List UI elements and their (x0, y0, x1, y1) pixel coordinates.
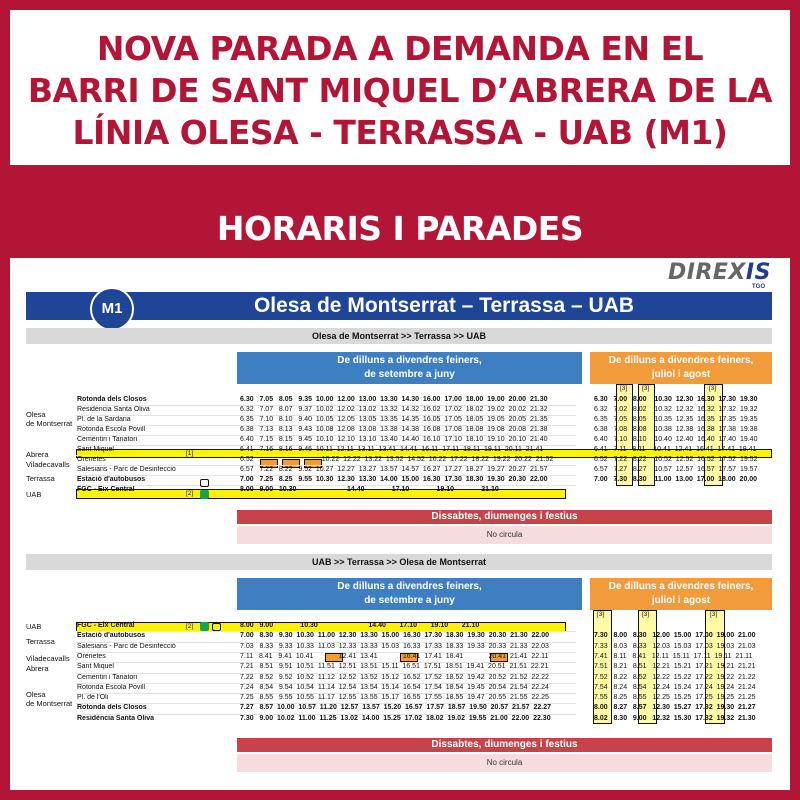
inbound-zone-olesa (26, 690, 72, 708)
page-subtitle: HORARIS I PARADES (216, 209, 584, 248)
row-separator (76, 662, 576, 663)
summer-times: 8.02 8.30 9.00 12.32 15.30 17.32 19.32 21.30 (594, 714, 756, 722)
stop-name: Estació d'autobusos (77, 476, 146, 483)
inbound-summer-header-1: De dilluns a divendres feiners, (608, 581, 754, 592)
row-separator (76, 703, 576, 704)
inbound-note-2: [2] (186, 623, 194, 630)
weekday-times: 7.00 8.30 9.30 10.30 11.00 12.30 13.30 15.00 16.30 17.30 18.30 19.30 20.30 21.30 22.00 (240, 632, 550, 640)
stop-name: Estació d'autobusos (77, 632, 146, 640)
row-separator (76, 465, 576, 466)
weekday-times: 7.24 8.54 9.54 10.54 11.14 12.54 13.54 15.14 16.54 17.54 18.54 19.45 20.54 21.54 22.24 (240, 683, 549, 691)
inbound-zone-olesa-1: Olesa (26, 690, 46, 699)
inbound-note-3c: [3] (710, 611, 718, 618)
row-separator (76, 642, 576, 643)
summer-times: 6.32 7.02 8.02 10.32 12.32 16.32 17.32 19.32 (594, 406, 758, 413)
weekday-times: 6.41 7.16 8.16 9.46 10.11 12.11 13.11 13.41 14.41 16.11 17.11 18.11 19.11 20.11 21.41 (240, 446, 544, 453)
row-separator (76, 673, 576, 674)
stop-name: Pl. de la Sardana (77, 416, 131, 423)
row-separator (76, 405, 576, 406)
line-bar (26, 292, 772, 320)
title-line-2: BARRI DE SANT MIQUEL D’ABRERA DE LA (27, 71, 773, 110)
outbound-weekend-text: No circula (237, 526, 772, 544)
weekday-times: 7.30 9.00 10.02 11.00 11.25 13.02 14.00 15.25 17.02 18.02 19.02 19.55 21.00 22.00 22.30 (240, 714, 551, 722)
row-separator (76, 631, 576, 632)
inbound-weekday-header (237, 578, 582, 610)
summer-times: 7.00 7.30 8.30 11.00 13.00 17.00 18.00 20.00 (594, 476, 758, 483)
stop-name: Rotonda dels Closos (77, 396, 147, 403)
weekday-times: 8.00 9.00 10.30 14.40 17.10 19.10 21.10 (240, 622, 480, 629)
stop-name: Rotonda Escola Povill (77, 426, 146, 433)
outbound-note-3c: [3] (709, 385, 717, 392)
inbound-note-3a: [3] (597, 611, 605, 618)
outbound-weekday-header-2: de setembre a juny (364, 369, 455, 380)
inbound-note-3b: [3] (642, 611, 650, 618)
summer-times: 6.41 7.11 8.11 10.41 12.41 16.41 17.41 19.41 (594, 446, 757, 453)
row-separator (76, 485, 576, 486)
title-line-1: NOVA PARADA A DEMANDA EN EL (96, 29, 704, 68)
zone-olesa-2: de Montserrat (26, 419, 73, 428)
inbound-summer-header-2: juliol i agost (651, 595, 711, 606)
stop-name: Residència Santa Oliva (77, 714, 155, 722)
stop-name: Sant Miquel (77, 446, 114, 453)
stop-name: FGC - Eix Central (77, 486, 135, 493)
weekday-times: 7.21 8.51 9.51 10.51 11.51 12.51 13.51 15.11 16.51 17.51 18.51 19.41 20.51 21.51 22.21 (240, 663, 549, 671)
stop-name: Residència Santa Oliva (77, 406, 150, 413)
weekday-times: 6.40 7.15 8.15 9.45 10.10 12.10 13.10 13.40 14.40 16.10 17.10 18.10 19.10 20.10 21.40 (240, 436, 548, 443)
row-separator (76, 693, 576, 694)
row-separator (76, 714, 576, 715)
stop-name: Orenetes (77, 456, 106, 463)
summer-times: 8.00 8.27 8.57 12.30 15.27 17.32 19.30 21.27 (594, 704, 756, 712)
inbound-zone-olesa-2: de Montserrat (26, 699, 73, 708)
outbound-summer-header-2: juliol i agost (651, 369, 711, 380)
stop-name: Pl. de l'Oli (77, 694, 109, 702)
header-box (10, 10, 790, 165)
stop-name: Sant Miquel (77, 663, 114, 671)
outbound-note-3b: [3] (642, 385, 650, 392)
outbound-weekend-header: Dissabtes, diumenges i festius (237, 510, 772, 524)
inbound-zone-viladecavalls: Viladecavalls (26, 654, 70, 663)
stop-name: Rotonda dels Closos (77, 704, 147, 712)
summer-times: 6.38 7.08 8.08 10.38 12.38 16.38 17.38 19.38 (594, 426, 758, 433)
weekday-times: 7.11 8.41 9.41 10.41 12.41 13.41 16.41 17.41 18.41 20.41 21.41 22.11 (240, 652, 549, 660)
weekday-times: 7.22 8.52 9.52 10.52 11.12 12.52 13.52 15.12 16.52 17.52 18.52 19.42 20.52 21.52 22.22 (240, 673, 549, 681)
summer-times: 7.30 8.00 8.30 12.00 15.00 17.00 19.00 21.00 (594, 632, 756, 640)
outbound-summer-header (590, 352, 772, 384)
weekday-times: 6.35 7.10 8.10 9.40 10.05 12.05 13.05 13.35 14.35 16.05 17.05 18.05 19.05 20.05 21.35 (240, 416, 548, 423)
logo-text-b: IS (745, 260, 771, 285)
weekday-times: 7.27 8.57 10.00 10.57 11.20 12.57 13.57 15.20 16.57 17.57 18.57 19.50 20.57 21.57 22.27 (240, 704, 551, 712)
summer-times: 7.51 8.21 8.51 12.21 15.21 17.21 19.21 21.21 (594, 663, 756, 671)
summer-times: 7.54 8.24 8.54 12.24 15.24 17.24 19.24 21.24 (594, 683, 756, 691)
summer-times: 7.33 8.03 8.33 12.03 15.03 17.03 19.03 21.03 (594, 642, 756, 650)
inbound-direction: UAB >> Terrassa >> Olesa de Montserrat (26, 554, 772, 570)
line-name: Olesa de Montserrat – Terrassa – UAB (253, 294, 635, 317)
weekday-times: 6.32 7.07 8.07 9.37 10.02 12.02 13.02 13.32 14.32 16.02 17.02 18.02 19.02 20.02 21.32 (240, 406, 548, 413)
bus-station-icon (200, 479, 209, 487)
stop-name: Salesians - Parc de Desinfecció (77, 642, 176, 650)
inbound-bus-station-icon (212, 623, 221, 631)
outbound-weekday-header (237, 352, 582, 384)
inbound-zone-uab: UAB (26, 622, 42, 631)
summer-times: 6.57 7.27 8.27 10.57 12.57 16.57 17.57 19.57 (594, 466, 758, 473)
zone-uab: UAB (26, 490, 42, 499)
stop-name: Salesians - Parc de Desinfecció (77, 466, 176, 473)
weekday-times: 6.57 7.22 8.22 9.52 10.27 12.27 13.27 13.57 14.57 16.27 17.27 18.27 19.27 20.27 21.57 (240, 466, 548, 473)
inbound-weekday-header-1: De dilluns a divendres feiners, (337, 581, 482, 592)
summer-times: 7.41 8.11 8.41 12.11 15.11 17.11 19.11 21.11 (594, 652, 753, 660)
row-separator (76, 415, 576, 416)
row-separator (76, 435, 576, 436)
summer-times: 6.35 7.05 8.05 10.35 12.35 16.35 17.35 19.35 (594, 416, 758, 423)
title-line-3: LÍNIA OLESA - TERRASSA - UAB (M1) (72, 113, 728, 152)
outbound-direction: Olesa de Montserrat >> Terrassa >> UAB (26, 328, 772, 344)
stop-name: FGC - Eix Central (77, 622, 135, 629)
summer-times: 7.55 8.25 8.55 12.25 15.25 17.25 19.25 21.25 (594, 694, 756, 702)
outbound-note-1: [1] (186, 450, 194, 457)
inbound-zone-abrera: Abrera (26, 664, 49, 673)
zone-olesa (26, 410, 72, 428)
inbound-zone-terrassa: Terrassa (26, 637, 55, 646)
zone-abrera: Abrera (26, 450, 49, 459)
weekday-times: 8.00 9.00 10.30 14.40 17.10 19.10 21.10 (240, 486, 499, 493)
direxis-logo (668, 260, 771, 285)
page-title (10, 28, 790, 154)
weekday-times: 6.38 7.13 8.13 9.43 10.08 12.08 13.08 13.38 14.38 16.08 17.08 18.08 19.08 20.08 21.38 (240, 426, 548, 433)
weekday-times: 6.52 10.22 12.22 13.22 13.52 14.52 16.22 17.22 18.22 19.22 20.22 21.52 (240, 456, 554, 463)
weekday-times: 7.03 8.33 9.33 10.33 11.03 12.33 13.33 15.03 16.33 17.33 18.33 19.33 20.33 21.33 22.03 (240, 642, 549, 650)
outbound-note-3a: [3] (620, 385, 628, 392)
outbound-summer-header-1: De dilluns a divendres feiners, (608, 355, 754, 366)
logo-text-a: DIREX (668, 260, 746, 285)
zone-olesa-1: Olesa (26, 410, 46, 419)
stop-name: Rotonda Escola Povill (77, 683, 146, 691)
stop-name: Cementiri i Tanatori (77, 673, 138, 681)
weekday-times: 6.30 7.05 8.05 9.35 10.00 12.00 13.00 13.30 14.30 16.00 17.00 18.00 19.00 20.00 21.30 (240, 396, 548, 403)
outbound-note-2: [2] (186, 490, 194, 497)
summer-times: 6.40 7.10 8.10 10.40 12.40 16.40 17.40 19.40 (594, 436, 758, 443)
fgc-train-icon (200, 490, 209, 499)
line-badge: M1 (90, 287, 134, 331)
stop-name: Orenetes (77, 652, 106, 660)
weekday-times: 7.00 7.25 8.25 9.55 10.30 12.30 13.30 14.00 15.00 16.30 17.30 18.30 19.30 20.30 22.00 (240, 476, 548, 483)
inbound-summer-header (590, 578, 772, 610)
summer-times: 7.52 8.22 8.52 12.22 15.22 17.22 19.22 21.22 (594, 673, 756, 681)
inbound-weekend-text: No circula (237, 754, 772, 772)
summer-times: 6.30 7.00 8.00 10.30 12.30 16.30 17.30 19.30 (594, 396, 758, 403)
row-separator (76, 425, 576, 426)
zone-viladecavalls: Viladecavalls (26, 460, 70, 469)
row-separator (76, 652, 576, 653)
logo-sub: TGO (752, 284, 765, 290)
zone-terrassa: Terrassa (26, 474, 55, 483)
inbound-weekend-header: Dissabtes, diumenges i festius (237, 738, 772, 752)
row-separator (76, 445, 576, 446)
inbound-weekday-header-2: de setembre a juny (364, 595, 455, 606)
summer-times: 6.52 7.22 8.22 10.52 12.52 16.52 17.52 19.52 (594, 456, 758, 463)
row-separator (76, 683, 576, 684)
row-separator (76, 475, 576, 476)
inbound-fgc-train-icon (200, 622, 209, 631)
outbound-weekday-header-1: De dilluns a divendres feiners, (337, 355, 482, 366)
weekday-times: 7.25 8.55 9.55 10.55 11.17 12.55 13.55 15.17 16.55 17.55 18.55 19.47 20.55 21.55 22.25 (240, 694, 549, 702)
row-separator (76, 455, 576, 456)
stop-name: Cementiri i Tanatori (77, 436, 138, 443)
